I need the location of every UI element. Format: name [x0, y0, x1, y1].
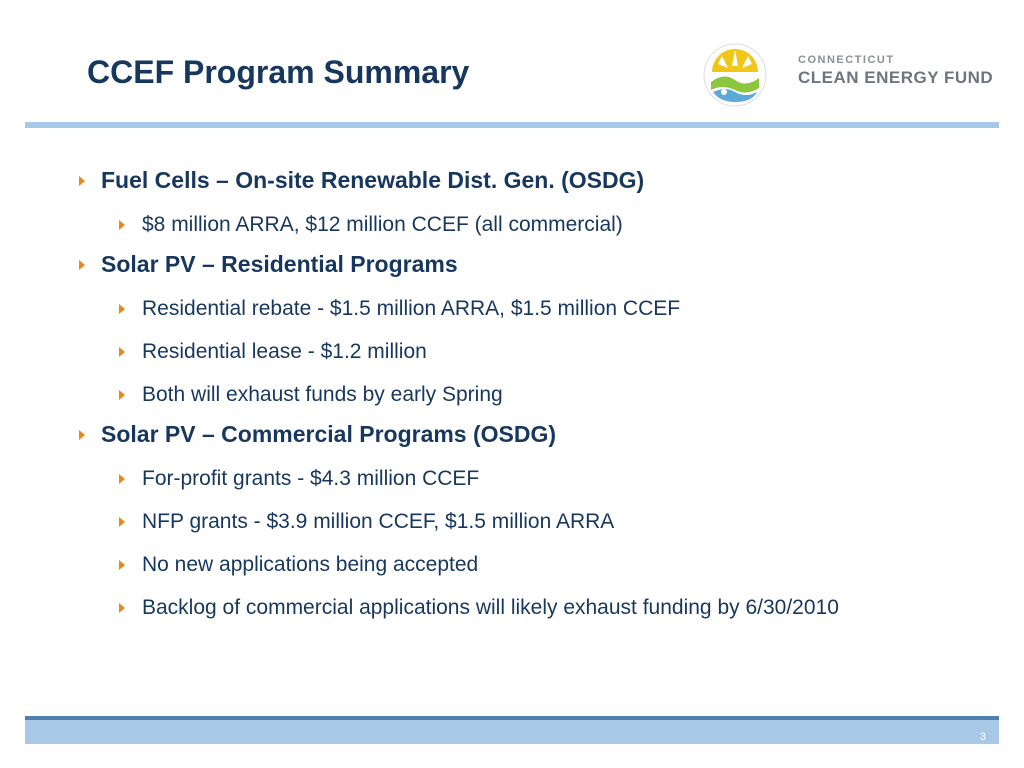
bullet-list [75, 160, 975, 633]
logo-text-connecticut: CONNECTICUT [798, 54, 895, 66]
orange-triangle-bullet-icon [119, 474, 125, 484]
bullet-item-level2 [75, 547, 975, 583]
bullet-item-level2 [75, 590, 975, 626]
bullet-item-level2 [75, 504, 975, 540]
orange-triangle-bullet-icon [119, 603, 125, 613]
ccef-logo [702, 42, 1002, 106]
orange-triangle-bullet-icon [119, 517, 125, 527]
bullet-text: Both will exhaust funds by early Spring [142, 383, 503, 406]
bullet-item-level2 [75, 207, 975, 243]
header-divider [25, 122, 999, 128]
slide-header [25, 0, 999, 122]
orange-triangle-bullet-icon [79, 430, 85, 440]
orange-triangle-bullet-icon [119, 560, 125, 570]
page-number: 3 [979, 731, 986, 743]
bullet-item-level1 [75, 250, 975, 278]
bullet-item-level2 [75, 334, 975, 370]
ccef-sun-landscape-logo-icon [702, 42, 768, 108]
logo-text-clean-energy-fund: CLEAN ENERGY FUND [798, 68, 994, 87]
bullet-text: Residential rebate - $1.5 million ARRA, $1.5 million CCEF [142, 297, 681, 320]
orange-triangle-bullet-icon [79, 260, 85, 270]
bullet-item-level2 [75, 461, 975, 497]
orange-triangle-bullet-icon [119, 220, 125, 230]
bullet-text: Solar PV – Residential Programs [101, 251, 458, 277]
bullet-text: No new applications being accepted [142, 553, 479, 576]
bullet-text: Backlog of commercial applications will likely exhaust funding by 6/30/2010 [142, 596, 839, 619]
orange-triangle-bullet-icon [79, 176, 85, 186]
orange-triangle-bullet-icon [119, 390, 125, 400]
bullet-text: $8 million ARRA, $12 million CCEF (all commercial) [142, 213, 623, 236]
bullet-text: For-profit grants - $4.3 million CCEF [142, 467, 480, 490]
bullet-text: Solar PV – Commercial Programs (OSDG) [101, 421, 557, 447]
bullet-text: Residential lease - $1.2 million [142, 340, 427, 363]
footer-band [25, 716, 999, 744]
bullet-item-level2 [75, 377, 975, 413]
orange-triangle-bullet-icon [119, 347, 125, 357]
bullet-item-level1 [75, 166, 975, 194]
bullet-text: Fuel Cells – On-site Renewable Dist. Gen. (OSDG) [101, 167, 645, 193]
bullet-item-level2 [75, 291, 975, 327]
bullet-text: NFP grants - $3.9 million CCEF, $1.5 million ARRA [142, 510, 615, 533]
bullet-item-level1 [75, 420, 975, 448]
orange-triangle-bullet-icon [119, 304, 125, 314]
slide-title: CCEF Program Summary [87, 54, 470, 90]
